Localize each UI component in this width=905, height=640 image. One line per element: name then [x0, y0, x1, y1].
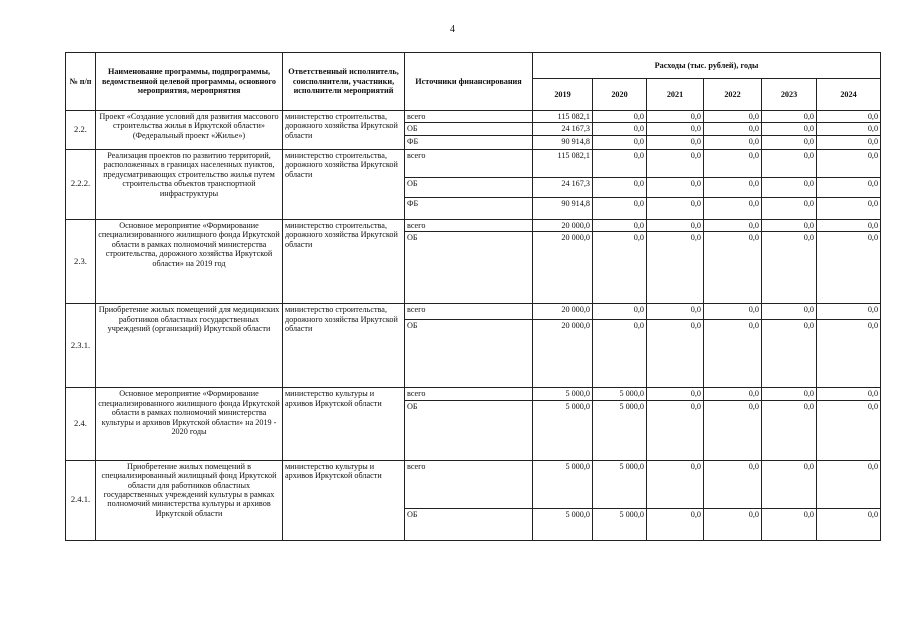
page-number: 4 — [450, 24, 455, 35]
header-year: 2023 — [762, 79, 817, 111]
expense-value: 0,0 — [704, 135, 762, 149]
expense-value: 0,0 — [593, 149, 647, 177]
expense-value: 0,0 — [647, 508, 704, 540]
expense-value: 0,0 — [704, 232, 762, 304]
expense-value: 0,0 — [593, 135, 647, 149]
expense-value: 0,0 — [704, 111, 762, 123]
expense-value: 90 914,8 — [533, 197, 593, 219]
expense-value: 0,0 — [817, 111, 881, 123]
expense-value: 0,0 — [762, 304, 817, 320]
expense-value: 0,0 — [647, 219, 704, 231]
expense-value: 0,0 — [817, 460, 881, 508]
header-year: 2019 — [533, 79, 593, 111]
expense-value: 0,0 — [647, 304, 704, 320]
expense-value: 20 000,0 — [533, 232, 593, 304]
funding-source: всего — [405, 219, 533, 231]
funding-source: всего — [405, 149, 533, 177]
expense-value: 0,0 — [647, 149, 704, 177]
expense-value: 90 914,8 — [533, 135, 593, 149]
expense-value: 0,0 — [593, 320, 647, 388]
executor: министерство строительства, дорожного хозяйства Иркутской области — [283, 304, 405, 388]
budget-table — [65, 52, 881, 541]
header-executor: Ответственный исполнитель, соисполнители, участники, исполнители мероприятий — [283, 53, 405, 111]
expense-value: 0,0 — [817, 197, 881, 219]
expense-value: 0,0 — [762, 123, 817, 135]
expense-value: 0,0 — [817, 400, 881, 460]
expense-value: 0,0 — [817, 232, 881, 304]
funding-source: всего — [405, 304, 533, 320]
expense-value: 0,0 — [647, 320, 704, 388]
row-number: 2.4. — [66, 388, 96, 460]
expense-value: 0,0 — [762, 320, 817, 388]
expense-value: 0,0 — [593, 177, 647, 197]
header-year: 2021 — [647, 79, 704, 111]
expense-value: 0,0 — [704, 197, 762, 219]
header-source: Источники финансирования — [405, 53, 533, 111]
expense-value: 0,0 — [817, 149, 881, 177]
funding-source: ОБ — [405, 400, 533, 460]
activity-name: Приобретение жилых помещений в специализированный жилищный фонд Иркутской области для работников областных государственных учреждений культуры в рамках полномочий министерства культуры и архивов Иркутской области — [96, 460, 283, 540]
expense-value: 0,0 — [817, 135, 881, 149]
header-year: 2022 — [704, 79, 762, 111]
row-number: 2.2.2. — [66, 149, 96, 219]
expense-value: 0,0 — [762, 219, 817, 231]
activity-name: Реализация проектов по развитию территорий, расположенных в границах населенных пунктов, предусматривающих строительство жилья путем строительства объектов транспортной инфраструктуры — [96, 149, 283, 219]
funding-source: ОБ — [405, 123, 533, 135]
expense-value: 0,0 — [704, 460, 762, 508]
expense-value: 0,0 — [762, 149, 817, 177]
header-year: 2024 — [817, 79, 881, 111]
expense-value: 0,0 — [647, 111, 704, 123]
expense-value: 20 000,0 — [533, 320, 593, 388]
expense-value: 0,0 — [647, 400, 704, 460]
table-row — [66, 111, 881, 123]
expense-value: 0,0 — [762, 197, 817, 219]
expense-value: 0,0 — [593, 232, 647, 304]
activity-name: Приобретение жилых помещений для медицинских работников областных государственных учреждений (организаций) Иркутской области — [96, 304, 283, 388]
funding-source: ОБ — [405, 508, 533, 540]
expense-value: 0,0 — [704, 508, 762, 540]
row-number: 2.2. — [66, 111, 96, 150]
table-row — [66, 388, 881, 400]
expense-value: 0,0 — [593, 111, 647, 123]
expense-value: 0,0 — [762, 111, 817, 123]
expense-value: 0,0 — [704, 177, 762, 197]
expense-value: 5 000,0 — [593, 508, 647, 540]
expense-value: 0,0 — [704, 400, 762, 460]
expense-value: 5 000,0 — [533, 388, 593, 400]
expense-value: 0,0 — [647, 177, 704, 197]
header-year: 2020 — [593, 79, 647, 111]
expense-value: 0,0 — [762, 135, 817, 149]
expense-value: 0,0 — [817, 320, 881, 388]
expense-value: 5 000,0 — [533, 460, 593, 508]
row-number: 2.3. — [66, 219, 96, 303]
table-row — [66, 219, 881, 231]
funding-source: всего — [405, 460, 533, 508]
expense-value: 0,0 — [817, 219, 881, 231]
expense-value: 0,0 — [593, 123, 647, 135]
expense-value: 0,0 — [817, 177, 881, 197]
funding-source: ФБ — [405, 197, 533, 219]
expense-value: 115 082,1 — [533, 149, 593, 177]
expense-value: 0,0 — [704, 219, 762, 231]
expense-value: 0,0 — [762, 508, 817, 540]
expense-value: 0,0 — [817, 304, 881, 320]
funding-source: ОБ — [405, 177, 533, 197]
expense-value: 0,0 — [593, 197, 647, 219]
expense-value: 5 000,0 — [593, 388, 647, 400]
row-number: 2.3.1. — [66, 304, 96, 388]
executor: министерство строительства, дорожного хозяйства Иркутской области — [283, 149, 405, 219]
activity-name: Основное мероприятие «Формирование специализированного жилищного фонда Иркутской области в рамках полномочий министерства строительства, дорожного хозяйства Иркутской области» на 2019 год — [96, 219, 283, 303]
expense-value: 0,0 — [817, 508, 881, 540]
expense-value: 0,0 — [817, 123, 881, 135]
expense-value: 0,0 — [647, 460, 704, 508]
expense-value: 24 167,3 — [533, 123, 593, 135]
expense-value: 0,0 — [593, 219, 647, 231]
expense-value: 24 167,3 — [533, 177, 593, 197]
expense-value: 20 000,0 — [533, 219, 593, 231]
expense-value: 5 000,0 — [593, 400, 647, 460]
expense-value: 0,0 — [817, 388, 881, 400]
expense-value: 115 082,1 — [533, 111, 593, 123]
expense-value: 0,0 — [762, 177, 817, 197]
table-row — [66, 304, 881, 320]
header-expenses: Расходы (тыс. рублей), годы — [533, 53, 881, 79]
funding-source: ОБ — [405, 320, 533, 388]
header-num: № п/п — [66, 53, 96, 111]
expense-value: 0,0 — [647, 135, 704, 149]
funding-source: всего — [405, 111, 533, 123]
row-number: 2.4.1. — [66, 460, 96, 540]
executor: министерство строительства, дорожного хозяйства Иркутской области — [283, 111, 405, 150]
expense-value: 0,0 — [647, 232, 704, 304]
expense-value: 0,0 — [762, 232, 817, 304]
funding-source: ОБ — [405, 232, 533, 304]
funding-source: ФБ — [405, 135, 533, 149]
table-row — [66, 149, 881, 177]
activity-name: Основное мероприятие «Формирование специализированного жилищного фонда Иркутской области в рамках полномочий министерства культуры и архивов Иркутской области» на 2019 - 2020 годы — [96, 388, 283, 460]
funding-source: всего — [405, 388, 533, 400]
expense-value: 5 000,0 — [593, 460, 647, 508]
expense-value: 0,0 — [647, 123, 704, 135]
expense-value: 0,0 — [704, 149, 762, 177]
executor: министерство строительства, дорожного хозяйства Иркутской области — [283, 219, 405, 303]
expense-value: 0,0 — [762, 388, 817, 400]
executor: министерство культуры и архивов Иркутской области — [283, 460, 405, 540]
expense-value: 0,0 — [762, 400, 817, 460]
expense-value: 0,0 — [647, 388, 704, 400]
table-row — [66, 460, 881, 508]
expense-value: 0,0 — [647, 197, 704, 219]
expense-value: 0,0 — [704, 388, 762, 400]
expense-value: 20 000,0 — [533, 304, 593, 320]
executor: министерство культуры и архивов Иркутской области — [283, 388, 405, 460]
header-name: Наименование программы, подпрограммы, ведомственной целевой программы, основного мероприятия, мероприятия — [96, 53, 283, 111]
expense-value: 0,0 — [704, 320, 762, 388]
expense-value: 5 000,0 — [533, 508, 593, 540]
expense-value: 5 000,0 — [533, 400, 593, 460]
expense-value: 0,0 — [704, 304, 762, 320]
expense-value: 0,0 — [593, 304, 647, 320]
expense-value: 0,0 — [704, 123, 762, 135]
expense-value: 0,0 — [762, 460, 817, 508]
activity-name: Проект «Создание условий для развития массового строительства жилья в Иркутской области» (Федеральный проект «Жилье») — [96, 111, 283, 150]
